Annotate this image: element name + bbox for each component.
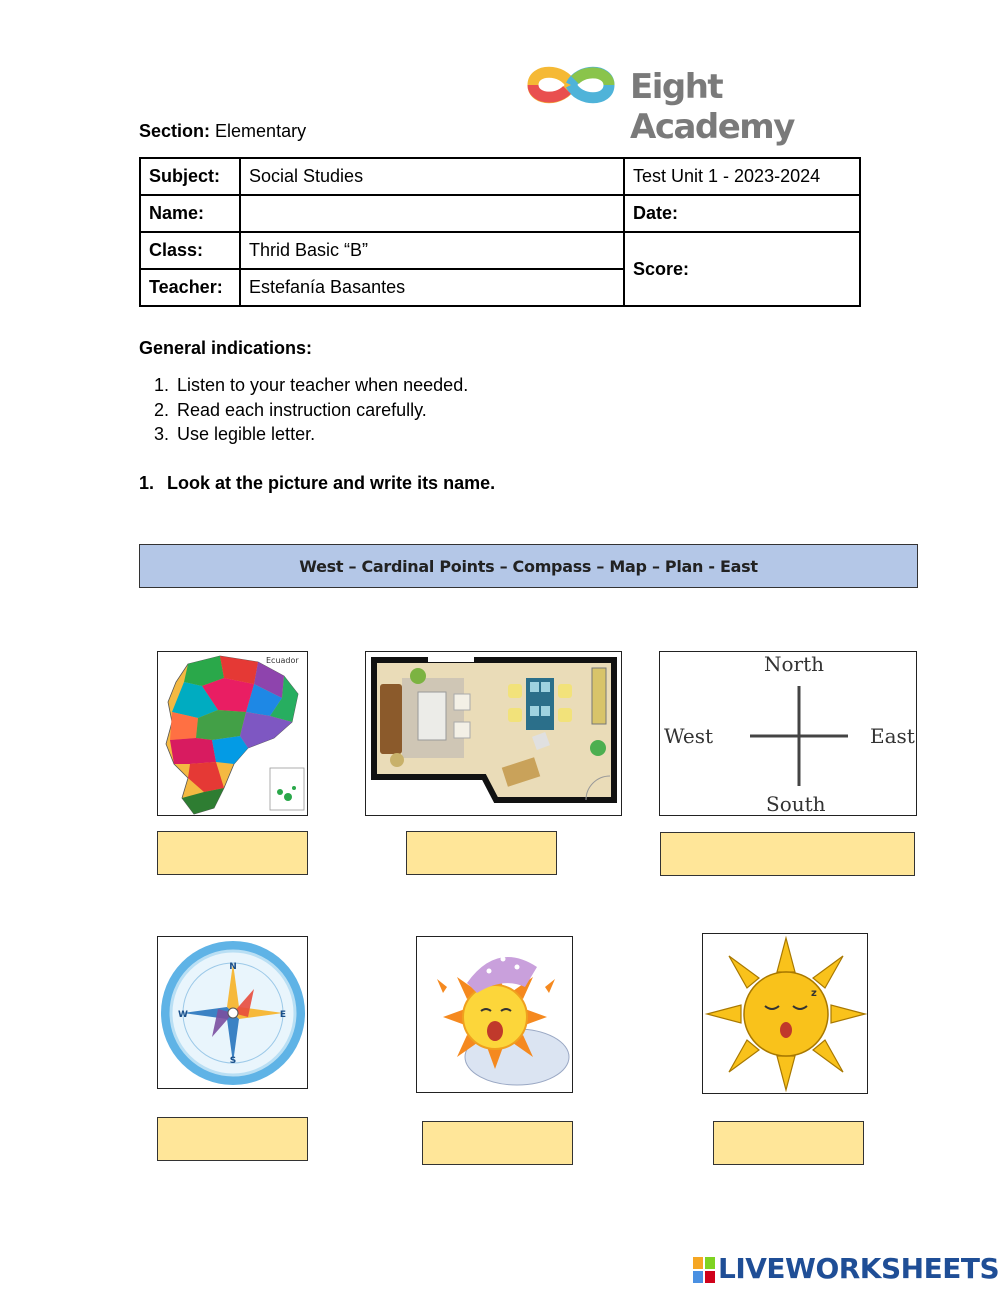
section-label: Section: <box>139 121 211 141</box>
test-value: Test Unit 1 - 2023-2024 <box>624 158 860 195</box>
section-line <box>139 121 306 142</box>
answer-box-1[interactable] <box>157 831 308 875</box>
setting-sun-picture <box>702 933 868 1094</box>
floor-plan-icon <box>366 652 622 816</box>
svg-text:z: z <box>811 988 817 999</box>
ecuador-map-picture <box>157 651 308 816</box>
infinity-logo-icon <box>527 60 615 110</box>
list-item: 2. Read each instruction carefully. <box>153 399 427 420</box>
cardinal-points-picture <box>659 651 917 816</box>
compass-n: N <box>229 962 237 972</box>
name-label: Name: <box>140 195 240 232</box>
class-label: Class: <box>140 232 240 269</box>
subject-label: Subject: <box>140 158 240 195</box>
compass-picture <box>157 936 308 1089</box>
answer-box-6[interactable] <box>713 1121 864 1165</box>
list-item: 3. Use legible letter. <box>153 424 316 444</box>
teacher-value: Estefanía Basantes <box>240 269 624 306</box>
question-text: Look at the picture and write its name. <box>167 473 496 493</box>
waking-sun-icon <box>417 937 573 1093</box>
west-label: West <box>664 724 714 748</box>
answer-box-4[interactable] <box>157 1117 308 1161</box>
map-title: Ecuador <box>266 656 299 665</box>
eight-academy-logo <box>527 58 857 147</box>
question-number: 1. <box>139 473 155 493</box>
indications-list <box>139 373 468 447</box>
name-field[interactable] <box>240 195 624 232</box>
logo-wordmark: Eight Academy <box>630 67 794 147</box>
compass-icon <box>158 937 308 1089</box>
class-value: Thrid Basic “B” <box>240 232 624 269</box>
compass-s: S <box>229 1056 237 1066</box>
liveworksheets-mark-icon <box>693 1257 715 1283</box>
score-label: Score: <box>624 232 860 306</box>
section-value: Elementary <box>215 121 307 141</box>
ecuador-map-icon <box>158 652 308 816</box>
rising-sun-picture <box>416 936 573 1093</box>
answer-box-3[interactable] <box>660 832 915 876</box>
student-info-table <box>139 157 861 307</box>
date-label: Date: <box>624 195 860 232</box>
teacher-label: Teacher: <box>140 269 240 306</box>
answer-box-2[interactable] <box>406 831 557 875</box>
compass-e: E <box>279 1010 287 1020</box>
list-item: 1. Listen to your teacher when needed. <box>153 375 469 395</box>
question-1 <box>139 473 495 494</box>
compass-w: W <box>178 1010 188 1020</box>
word-bank: West – Cardinal Points – Compass – Map – Plan - East <box>139 544 918 588</box>
answer-box-5[interactable] <box>422 1121 573 1165</box>
south-label: South <box>766 792 826 816</box>
subject-value: Social Studies <box>240 158 624 195</box>
liveworksheets-logo <box>693 1252 1000 1288</box>
sleeping-sun-icon <box>703 934 868 1094</box>
liveworksheets-wordmark: LIVEWORKSHEETS <box>718 1252 1000 1285</box>
east-label: East <box>870 724 915 748</box>
north-label: North <box>764 652 825 676</box>
floor-plan-picture <box>365 651 622 816</box>
indications-heading: General indications: <box>139 338 313 358</box>
